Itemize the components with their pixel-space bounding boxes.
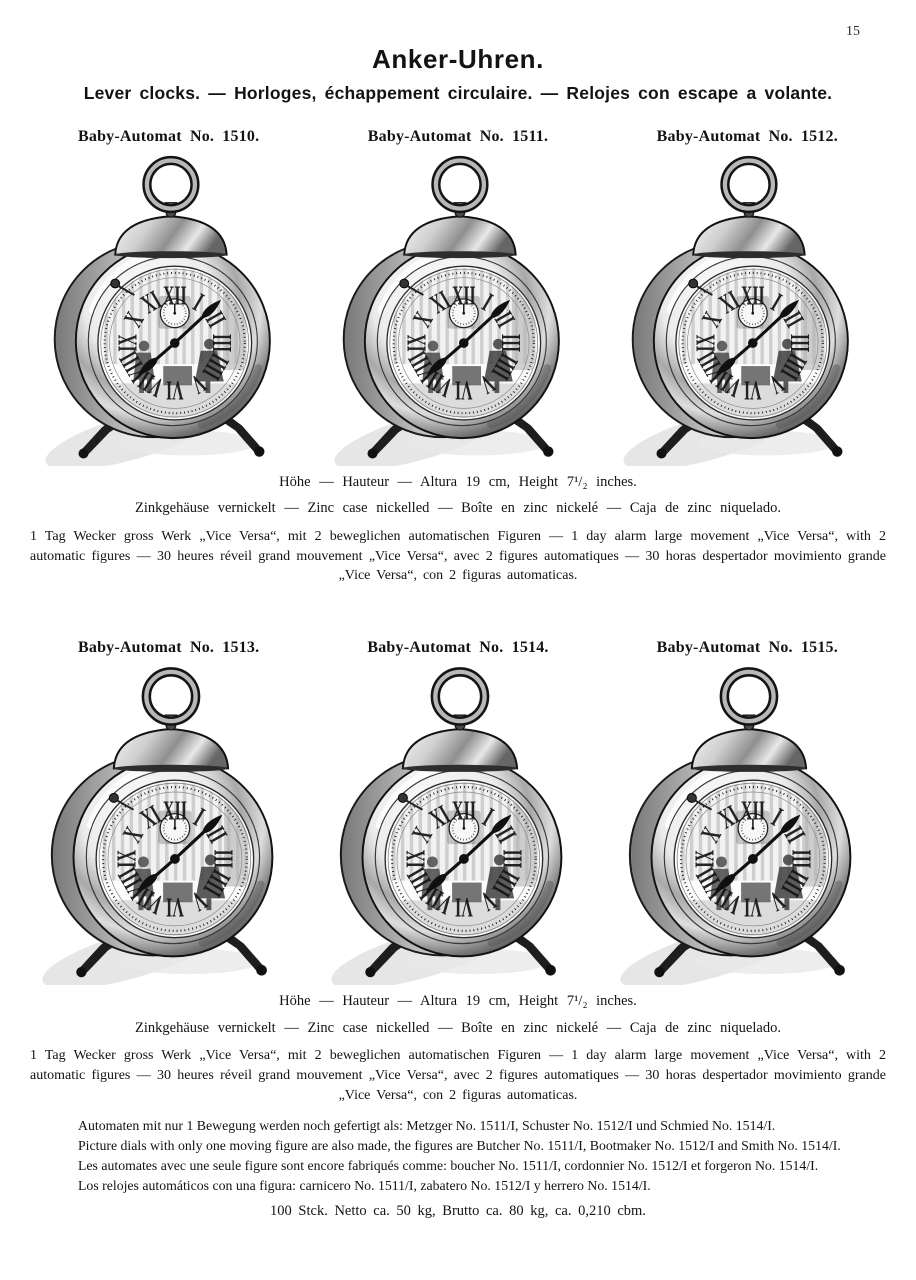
case-line-2: Zinkgehäuse vernickelt — Zinc case nickelled — Boîte en zinc nickelé — Caja de zinc niquelado.: [135, 1019, 781, 1036]
note-line-spanish: Los relojes automáticos con una figura: carnicero No. 1511/I, zabatero No. 1512/I y herrero No. 1514/I.: [78, 1178, 651, 1193]
clock-illustration-1512: [622, 149, 872, 466]
page-title: Anker-Uhren.: [372, 44, 544, 74]
clock-column: [603, 640, 892, 985]
clock-column: [603, 129, 892, 466]
clock-column: [24, 129, 313, 466]
clock-label-1515: Baby-Automat No. 1515.: [656, 639, 838, 657]
note-line-french: Les automates avec une seule figure sont encore fabriqués comme: boucher No. 1511/I, cordonnier No. 1512/I et forgeron No. 1514/I.: [78, 1158, 819, 1173]
clock-label-1510: Baby-Automat No. 1510.: [78, 127, 260, 145]
note-line-german: Automaten mit nur 1 Bewegung werden noch gefertigt als: Metzger No. 1511/I, Schuster No. 1512/I und Schmied No. 1514/I.: [78, 1118, 776, 1133]
clock-row-2: [0, 640, 916, 985]
note-line-english: Picture dials with only one moving figure are also made, the figures are Butcher No. 1511/I, Bootmaker No. 1512/I and Smith No. 1514/I.: [78, 1138, 841, 1153]
height-line-2: Höhe — Hauteur — Altura 19 cm, Height 7¹/₂ inches.: [279, 993, 637, 1010]
clock-column: [24, 640, 313, 985]
description-1: 1 Tag Wecker gross Werk „Vice Versa“, mit 2 beweglichen automatischen Figuren — 1 day alarm large movement „Vice Versa“, with 2 automatic figures — 30 heures réveil grand mouvement „Vice Versa“, avec 2 figures automatiques — 30 horas despertador movimiento grande „Vice Versa“, con 2 figuras automaticas.: [30, 528, 886, 584]
variant-notes: [78, 1116, 916, 1196]
clock-illustration-1514: [330, 660, 586, 985]
clock-label-1511: Baby-Automat No. 1511.: [367, 127, 549, 145]
clock-label-1513: Baby-Automat No. 1513.: [78, 639, 260, 657]
clock-column: [313, 129, 602, 466]
clock-label-1512: Baby-Automat No. 1512.: [656, 127, 838, 145]
page-number: 15: [846, 24, 860, 39]
description-2: 1 Tag Wecker gross Werk „Vice Versa“, mit 2 beweglichen automatischen Figuren — 1 day alarm large movement „Vice Versa“, with 2 automatic figures — 30 heures réveil grand mouvement „Vice Versa“, avec 2 figures automatiques — 30 horas despertador movimiento grande „Vice Versa“, con 2 figuras automaticas.: [30, 1048, 886, 1104]
clock-illustration-1510: [44, 149, 294, 466]
clock-column: [313, 640, 602, 985]
clock-illustration-1511: [333, 149, 583, 466]
shipping-line: 100 Stck. Netto ca. 50 kg, Brutto ca. 80 kg, ca. 0,210 cbm.: [270, 1203, 646, 1219]
page-subtitle: Lever clocks. — Horloges, échappement circulaire. — Relojes con escape a volante.: [83, 83, 833, 103]
clock-illustration-1515: [619, 660, 875, 985]
height-line-1: Höhe — Hauteur — Altura 19 cm, Height 7¹/₂ inches.: [279, 473, 637, 490]
clock-label-1514: Baby-Automat No. 1514.: [367, 639, 549, 657]
clock-row-1: [0, 129, 916, 466]
clock-illustration-1513: [41, 660, 297, 985]
case-line-1: Zinkgehäuse vernickelt — Zinc case nickelled — Boîte en zinc nickelé — Caja de zinc niquelado.: [135, 500, 781, 517]
